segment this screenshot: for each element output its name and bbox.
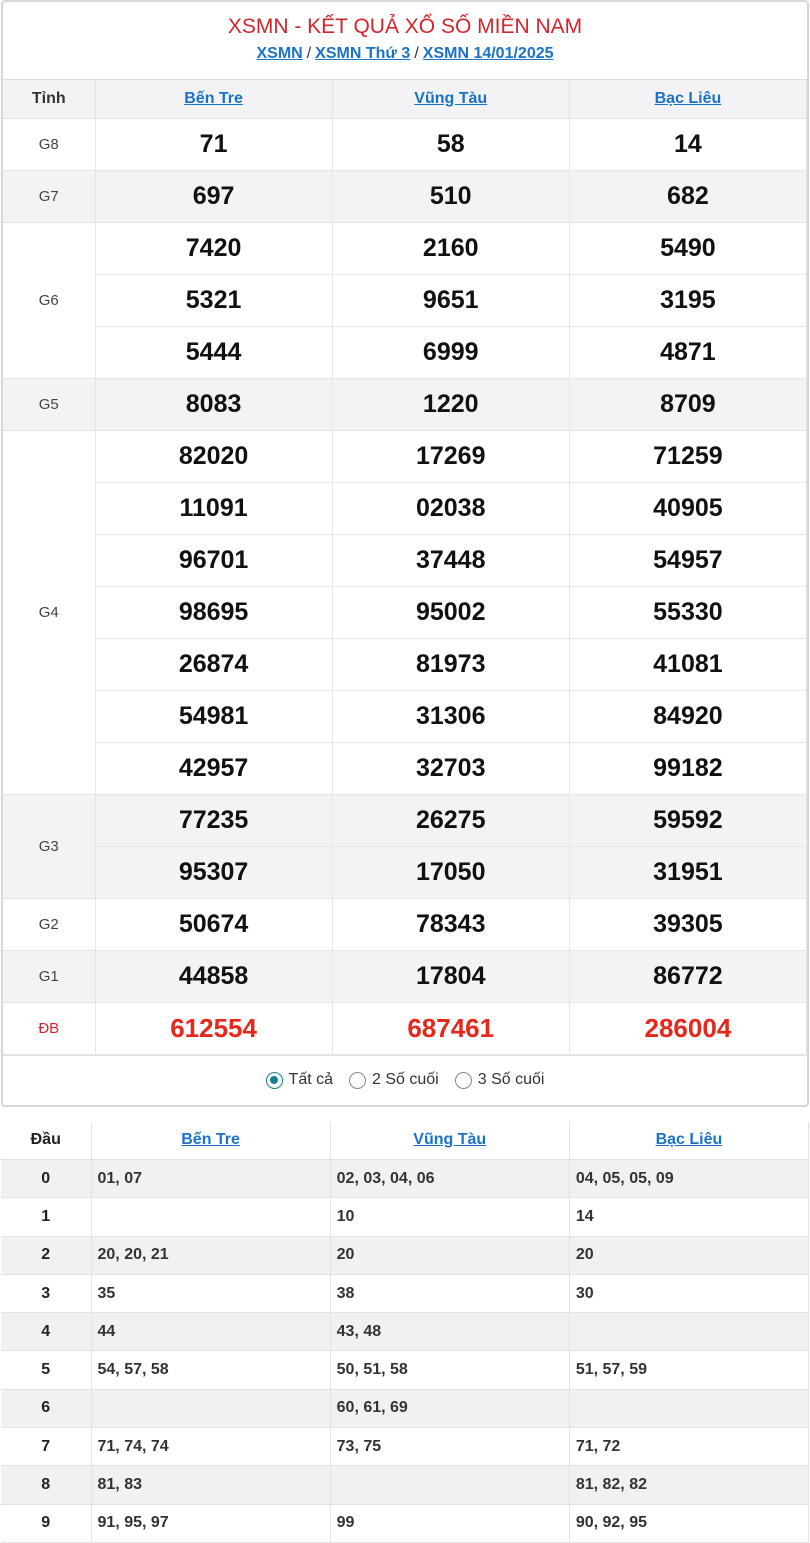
loto-values: 51, 57, 59 (569, 1351, 808, 1389)
prize-label: G1 (3, 950, 95, 1002)
loto-row (1, 1504, 809, 1542)
prize-number: 82020 (95, 430, 332, 482)
loto-row (1, 1389, 809, 1427)
prize-number: 78343 (332, 898, 569, 950)
prize-row (3, 846, 807, 898)
loto-values: 99 (330, 1504, 569, 1542)
loto-row (1, 1160, 809, 1198)
breadcrumb-xsmn-thu3[interactable]: XSMN Thứ 3 (315, 45, 411, 62)
prize-number: 71 (95, 118, 332, 170)
dau-digit: 0 (1, 1160, 91, 1198)
dau-digit: 5 (1, 1351, 91, 1389)
special-prize-number: 687461 (332, 1002, 569, 1054)
loto-row (1, 1313, 809, 1351)
dau-digit: 6 (1, 1389, 91, 1427)
loto-body (1, 1160, 809, 1543)
loto-values: 73, 75 (330, 1428, 569, 1466)
dau-column-header: Đầu (1, 1122, 91, 1160)
results-header (3, 2, 807, 80)
loto-row (1, 1466, 809, 1504)
prize-number: 41081 (569, 638, 806, 690)
prize-number: 26275 (332, 794, 569, 846)
loto-row (1, 1351, 809, 1389)
prize-number: 31306 (332, 690, 569, 742)
province-link-bac-lieu[interactable]: Bạc Liêu (654, 89, 722, 107)
prize-number: 17804 (332, 950, 569, 1002)
loto-values (91, 1198, 330, 1236)
radio-unchecked-icon[interactable] (455, 1072, 472, 1089)
special-prize-number: 612554 (95, 1002, 332, 1054)
loto-values: 38 (330, 1274, 569, 1312)
prize-number: 32703 (332, 742, 569, 794)
prize-number: 84920 (569, 690, 806, 742)
prize-number: 54981 (95, 690, 332, 742)
prize-row (3, 274, 807, 326)
prize-number: 26874 (95, 638, 332, 690)
prize-number: 40905 (569, 482, 806, 534)
prize-row (3, 794, 807, 846)
loto-province-vung-tau (330, 1122, 569, 1160)
province-link-ben-tre[interactable]: Bến Tre (184, 89, 243, 107)
prize-label: G5 (3, 378, 95, 430)
prize-row (3, 378, 807, 430)
dau-digit: 1 (1, 1198, 91, 1236)
loto-table (1, 1122, 809, 1543)
prize-number: 58 (332, 118, 569, 170)
loto-values: 30 (569, 1274, 808, 1312)
loto-table-wrapper (1, 1122, 809, 1543)
prize-row (3, 430, 807, 482)
loto-values: 10 (330, 1198, 569, 1236)
prize-number: 1220 (332, 378, 569, 430)
dau-digit: 2 (1, 1236, 91, 1274)
digit-filter (3, 1055, 807, 1105)
prize-number: 95307 (95, 846, 332, 898)
loto-row (1, 1198, 809, 1236)
prize-number: 3195 (569, 274, 806, 326)
prize-row (3, 222, 807, 274)
results-card (1, 0, 809, 1107)
breadcrumb-xsmn-date[interactable]: XSMN 14/01/2025 (422, 45, 554, 62)
prize-number: 37448 (332, 534, 569, 586)
prize-label: G3 (3, 794, 95, 898)
loto-values (569, 1313, 808, 1351)
loto-values: 90, 92, 95 (569, 1504, 808, 1542)
loto-values: 20 (330, 1236, 569, 1274)
prize-number: 54957 (569, 534, 806, 586)
prize-number: 14 (569, 118, 806, 170)
prize-number: 7420 (95, 222, 332, 274)
prize-row (3, 742, 807, 794)
filter-option-3-digits[interactable] (455, 1071, 545, 1089)
province-link-vung-tau[interactable]: Vũng Tàu (414, 89, 488, 107)
prize-number: 11091 (95, 482, 332, 534)
dau-digit: 8 (1, 1466, 91, 1504)
loto-row (1, 1428, 809, 1466)
prize-number: 02038 (332, 482, 569, 534)
filter-label-2-digits: 2 Số cuối (372, 1071, 439, 1088)
prize-number: 510 (332, 170, 569, 222)
province-vung-tau (332, 80, 569, 118)
prize-row (3, 638, 807, 690)
filter-option-all[interactable] (266, 1071, 333, 1089)
prize-number: 8083 (95, 378, 332, 430)
loto-values: 44 (91, 1313, 330, 1351)
prize-label: G4 (3, 430, 95, 794)
prize-number: 96701 (95, 534, 332, 586)
prize-number: 42957 (95, 742, 332, 794)
prize-number: 39305 (569, 898, 806, 950)
prize-number: 682 (569, 170, 806, 222)
loto-province-bac-lieu (569, 1122, 808, 1160)
prize-number: 59592 (569, 794, 806, 846)
loto-values: 14 (569, 1198, 808, 1236)
prize-number: 95002 (332, 586, 569, 638)
loto-values: 35 (91, 1274, 330, 1312)
loto-row (1, 1236, 809, 1274)
loto-province-ben-tre (91, 1122, 330, 1160)
prize-label: G7 (3, 170, 95, 222)
radio-checked-icon[interactable] (266, 1072, 283, 1089)
prize-label: G6 (3, 222, 95, 378)
prize-label: G8 (3, 118, 95, 170)
breadcrumb: XSMN / XSMN Thứ 3 / XSMN 14/01/2025 (256, 45, 554, 62)
results-body (3, 118, 807, 1054)
prize-number: 5444 (95, 326, 332, 378)
prize-number: 77235 (95, 794, 332, 846)
prize-number: 98695 (95, 586, 332, 638)
prize-number: 17269 (332, 430, 569, 482)
loto-values: 20 (569, 1236, 808, 1274)
prize-row (3, 950, 807, 1002)
province-bac-lieu (569, 80, 806, 118)
loto-province-link-ben-tre[interactable]: Bến Tre (181, 1131, 240, 1149)
loto-values: 01, 07 (91, 1160, 330, 1198)
prize-label: G2 (3, 898, 95, 950)
filter-option-2-digits[interactable] (349, 1071, 439, 1089)
loto-values: 60, 61, 69 (330, 1389, 569, 1427)
prize-row (3, 482, 807, 534)
loto-province-link-bac-lieu[interactable]: Bạc Liêu (655, 1131, 723, 1149)
loto-values (569, 1389, 808, 1427)
prize-number: 2160 (332, 222, 569, 274)
loto-values: 54, 57, 58 (91, 1351, 330, 1389)
loto-values: 43, 48 (330, 1313, 569, 1351)
prize-label: ĐB (3, 1002, 95, 1054)
loto-values: 81, 83 (91, 1466, 330, 1504)
prize-number: 86772 (569, 950, 806, 1002)
loto-values: 02, 03, 04, 06 (330, 1160, 569, 1198)
dau-digit: 3 (1, 1274, 91, 1312)
loto-row (1, 1274, 809, 1312)
radio-unchecked-icon[interactable] (349, 1072, 366, 1089)
prize-row (3, 534, 807, 586)
prize-row (3, 690, 807, 742)
prize-row (3, 118, 807, 170)
loto-values: 71, 72 (569, 1428, 808, 1466)
prize-number: 9651 (332, 274, 569, 326)
prize-row (3, 898, 807, 950)
page-title: XSMN - KẾT QUẢ XỔ SỐ MIỀN NAM (227, 15, 583, 38)
prize-row (3, 170, 807, 222)
loto-values: 04, 05, 05, 09 (569, 1160, 808, 1198)
prize-number: 697 (95, 170, 332, 222)
filter-label-all: Tất cả (288, 1071, 334, 1088)
prize-number: 81973 (332, 638, 569, 690)
loto-values: 50, 51, 58 (330, 1351, 569, 1389)
prize-number: 5490 (569, 222, 806, 274)
prize-row (3, 586, 807, 638)
prize-number: 44858 (95, 950, 332, 1002)
dau-digit: 7 (1, 1428, 91, 1466)
prize-row (3, 1002, 807, 1054)
loto-values (330, 1466, 569, 1504)
prize-number: 6999 (332, 326, 569, 378)
prize-number: 55330 (569, 586, 806, 638)
loto-values (91, 1389, 330, 1427)
loto-values: 71, 74, 74 (91, 1428, 330, 1466)
prize-number: 99182 (569, 742, 806, 794)
dau-digit: 4 (1, 1313, 91, 1351)
province-ben-tre (95, 80, 332, 118)
breadcrumb-xsmn[interactable]: XSMN (256, 45, 303, 62)
prize-number: 17050 (332, 846, 569, 898)
special-prize-number: 286004 (569, 1002, 806, 1054)
prize-number: 5321 (95, 274, 332, 326)
prize-number: 4871 (569, 326, 806, 378)
prize-row (3, 326, 807, 378)
dau-digit: 9 (1, 1504, 91, 1542)
loto-values: 91, 95, 97 (91, 1504, 330, 1542)
loto-province-link-vung-tau[interactable]: Vũng Tàu (413, 1131, 487, 1149)
prize-number: 71259 (569, 430, 806, 482)
loto-values: 81, 82, 82 (569, 1466, 808, 1504)
prize-number: 8709 (569, 378, 806, 430)
filter-label-3-digits: 3 Số cuối (477, 1071, 545, 1088)
results-table (3, 80, 807, 1055)
prize-number: 31951 (569, 846, 806, 898)
prize-number: 50674 (95, 898, 332, 950)
loto-values: 20, 20, 21 (91, 1236, 330, 1274)
province-column-header: Tỉnh (3, 80, 95, 118)
